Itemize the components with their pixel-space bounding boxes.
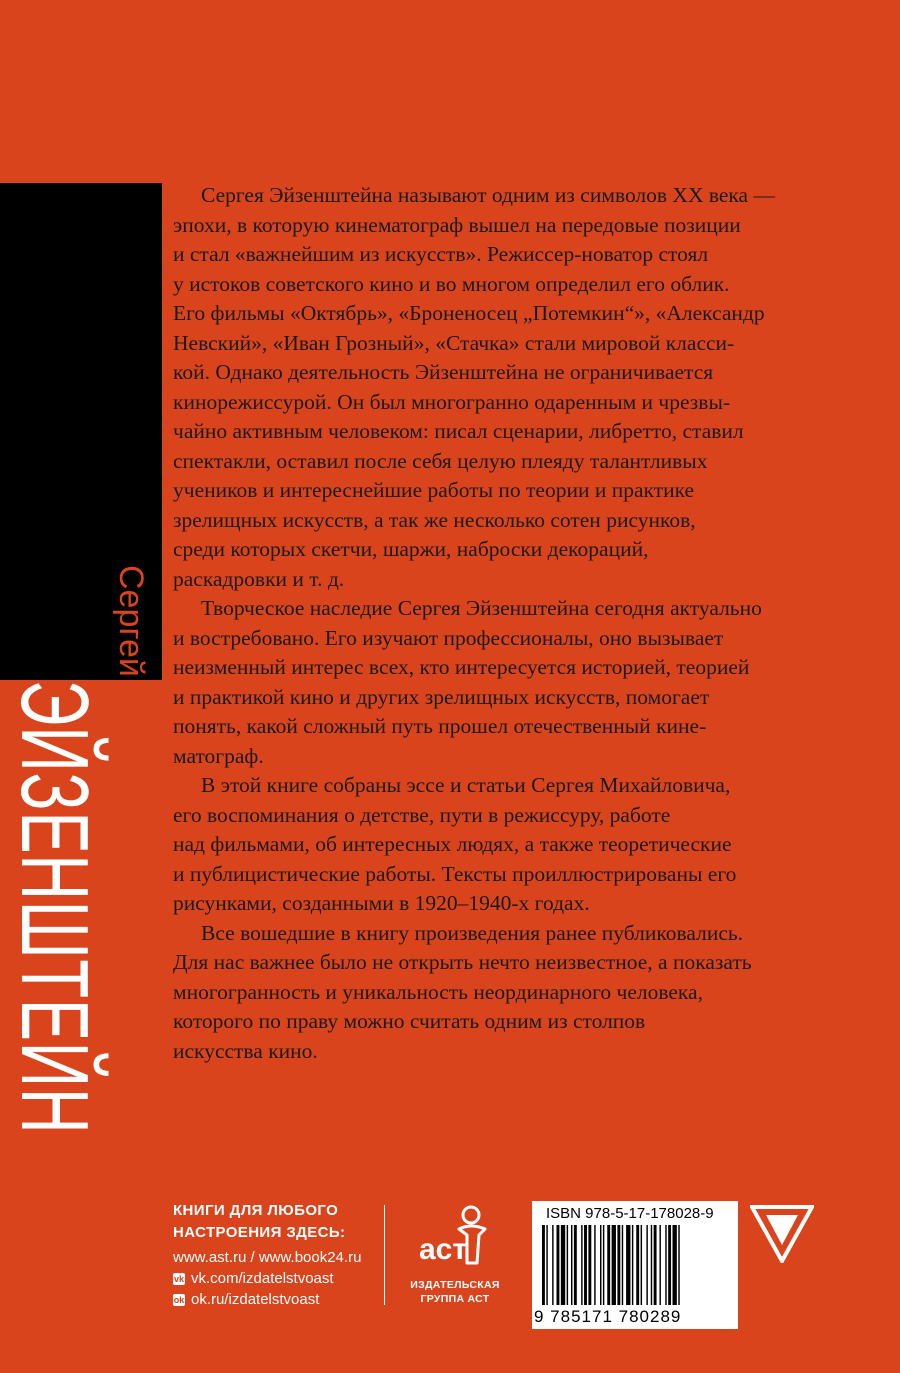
- annotation-line: его воспоминания о детстве, пути в режиссуру, работе: [173, 802, 671, 827]
- isbn-barcode: [532, 1201, 738, 1329]
- vk-icon: vk: [173, 1273, 184, 1284]
- annotation-line: среди которых скетчи, шаржи, наброски декораций,: [173, 537, 649, 561]
- annotation-line: искусства кино.: [173, 1038, 318, 1063]
- annotation-line: матограф.: [173, 743, 264, 768]
- annotation-line: Все вошедшие в книгу произведения ранее публиковались.: [201, 920, 744, 945]
- book-annotation: [173, 181, 813, 1066]
- vk-link-row[interactable]: [173, 1268, 383, 1289]
- author-surname: ЭЙЗЕНШТЕЙН: [1, 680, 108, 1135]
- footer-heading-line2: НАСТРОЕНИЯ ЗДЕСЬ:: [173, 1224, 346, 1241]
- annotation-line: неизменный интерес всех, кто интересуется историей, теорией: [173, 655, 750, 679]
- isbn-label: ISBN 978-5-17-178028-9: [546, 1205, 714, 1222]
- annotation-line: раскадровки и т. д.: [173, 566, 345, 591]
- annotation-line: и стал «важнейшим из искусств». Режиссер-новатор стоял: [173, 242, 709, 266]
- annotation-line: над фильмами, об интересных людях, а также теоретические: [173, 832, 732, 856]
- v-publisher-mark-icon: [750, 1205, 814, 1263]
- footer-links: [173, 1200, 383, 1310]
- annotation-line: кой. Однако деятельность Эйзенштейна не ограничивается: [173, 360, 714, 384]
- annotation-line: кинорежиссурой. Он был многогранно одаренным и чрезвы-: [173, 389, 731, 414]
- annotation-line: спектакли, оставил после себя целую плеяду талантливых: [173, 448, 708, 473]
- annotation-line: Для нас важнее было не открыть нечто неизвестное, а показать: [173, 950, 752, 974]
- annotation-line: и востребовано. Его изучают профессионалы, оно вызывает: [173, 625, 724, 650]
- annotation-line: учеников и интереснейшие работы по теории и практике: [173, 478, 695, 502]
- publisher-name-line2: ГРУППА АСТ: [420, 1293, 490, 1305]
- author-first-name: Сергей: [112, 565, 150, 677]
- footer-divider: [384, 1205, 385, 1305]
- annotation-line: которого по праву можно считать одним из столпов: [173, 1009, 646, 1033]
- annotation-line: Его фильмы «Октябрь», «Броненосец „Потемкин“», «Александр: [173, 301, 765, 325]
- annotation-line: чайно активным человеком: писал сценарии, либретто, ставил: [173, 419, 744, 443]
- annotation-line: Сергея Эйзенштейна называют одним из символов XX века —: [201, 183, 775, 207]
- annotation-line: понять, какой сложный путь прошел отечественный кине-: [173, 714, 707, 738]
- annotation-line: у истоков советского кино и во многом определил его облик.: [173, 271, 730, 296]
- annotation-line: зрелищных искусств, а так же несколько сотен рисунков,: [173, 507, 696, 532]
- annotation-line: и практикой кино и других зрелищных искусств, помогает: [173, 684, 710, 709]
- annotation-line: многогранность и уникальность неординарного человека,: [173, 979, 703, 1004]
- vk-link[interactable]: vk.com/izdatelstvoast: [191, 1270, 334, 1287]
- websites-link[interactable]: www.ast.ru / www.book24.ru: [173, 1249, 362, 1266]
- annotation-line: Творческое наследие Сергея Эйзенштейна сегодня актуально: [201, 596, 762, 620]
- ast-logo-icon: [405, 1205, 505, 1273]
- ean-digits: 9 785171 780289: [534, 1307, 682, 1326]
- publisher-block: [400, 1205, 510, 1306]
- ast-logo-text: аст: [419, 1233, 468, 1266]
- ok-link-row[interactable]: [173, 1289, 383, 1310]
- ok-icon: ok: [173, 1294, 185, 1305]
- footer-heading-line1: КНИГИ ДЛЯ ЛЮБОГО: [173, 1202, 339, 1219]
- ok-link[interactable]: ok.ru/izdatelstvoast: [191, 1291, 320, 1308]
- barcode-bars: [540, 1225, 732, 1307]
- annotation-line: В этой книге собраны эссе и статьи Сергея Михайловича,: [201, 773, 731, 797]
- annotation-line: Невский», «Иван Грозный», «Стачка» стали мировой класси-: [173, 330, 735, 355]
- annotation-line: эпохи, в которую кинематограф вышел на передовые позиции: [173, 212, 741, 237]
- annotation-line: и публицистические работы. Тексты проиллюстрированы его: [173, 861, 737, 886]
- publisher-name-line1: ИЗДАТЕЛЬСКАЯ: [410, 1279, 500, 1291]
- annotation-line: рисунками, созданными в 1920–1940-х годах.: [173, 891, 590, 915]
